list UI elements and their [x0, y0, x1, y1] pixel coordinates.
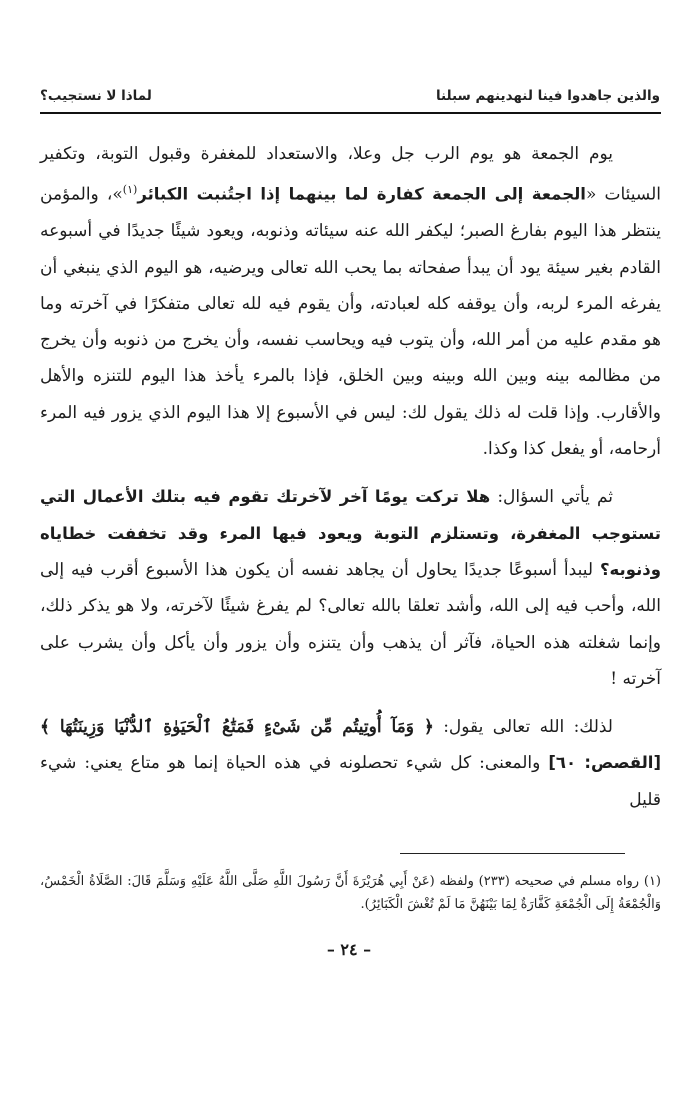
paragraph-2: [40, 479, 661, 697]
emphasized-question: هلا تركت يومًا آخر لآخرتك تقوم فيه بتلك الأعمال التي تستوجب المغفرة، وتستلزم التوبة ويعود فيها المرء وقد تخففت خطاياه وذنوبه؟: [40, 487, 661, 579]
paragraph-3-part-2: والمعنى: كل شيء تحصلونه في هذه الحياة إنما هو متاع يعني: شيء قليل: [40, 753, 661, 810]
paragraph-1-part-1: يوم الجمعة هو يوم الرب جل وعلا، والاستعداد للمغفرة وقبول التوبة، وتكفير السيئات «: [40, 144, 661, 205]
paragraph-1: [40, 136, 661, 467]
paragraph-1-part-2: »، والمؤمن ينتظر هذا اليوم بفارغ الصبر؛ ليكفر الله عنه سيئاته وذنوبه، ويعود شيئًا جديدًا في أسبوعه القادم بغير سيئة يود أن يبدأ صفحاته بما يحب الله تعالى ويرضيه، هو اليوم الذي ينبغي أن يفرغه المرء لربه، وأن يوقفه كله لعبادته، وأن يقوم فيه لله تعالى متفكرًا في آخرته وما هو مقدم عليه من أمر الله، وأن يتوب فيه ويحاسب نفسه، وأن يخرج من ذنوبه وأن يخرج من مظالمه بينه وبين الله وبينه وبين الخلق، فإذا بالمرء يأخذ هذا اليوم للتنزه والأهل والأقارب. وإذا قلت له ذلك يقول لك: ليس في الأسبوع إلا هذا اليوم الذي يزور فيه المرء أرحامه، أو يفعل كذا وكذا.: [40, 184, 661, 460]
quran-verse: ﴿ وَمَآ أُوتِيتُم مِّن شَىْءٍ فَمَتَٰعُ ٱلْحَيَوٰةِ ٱلدُّنْيَا وَزِينَتُهَا ﴾: [40, 717, 434, 738]
hadith-quote: الجمعة إلى الجمعة كفارة لما بينهما إذا اجتُنبت الكبائر: [137, 184, 586, 204]
paragraph-3: [40, 709, 661, 818]
header-divider: [40, 112, 661, 114]
paragraph-3-part-1: لذلك: الله تعالى يقول:: [433, 717, 613, 738]
running-header: [40, 84, 660, 110]
header-chapter: لماذا لا نستجيب؟: [40, 88, 152, 104]
verse-reference: [القصص: ٦٠]: [548, 753, 661, 773]
paragraph-2-part-1: ثم يأتي السؤال:: [490, 487, 613, 508]
page-number: – ٢٤ –: [326, 940, 372, 959]
main-text: [40, 136, 661, 818]
paragraph-2-part-2: ليبدأ أسبوعًا جديدًا يحاول أن يجاهد نفسه أن يكون هذا الأسبوع أقرب فيه إلى الله، وأحب فيه إلى الله، وأشد تعلقا بالله تعالى؟ لم يفرغ شيئًا لآخرته، ولا هو يذكر ذلك، وإنما شغلته هذه الحياة، فآثر أن يذهب وأن يتنزه وأن يزور وأن يأكل وأن يشرب على آخرته !: [40, 559, 661, 689]
footnote-divider: [400, 853, 625, 854]
footnote: (١) رواه مسلم في صحيحه (٢٣٣) ولفظه (عَنْ أَبِي هُرَيْرَةَ أَنَّ رَسُولَ اللَّهِ صَلَّى اللَّهُ عَلَيْهِ وَسَلَّمَ قَالَ: الصَّلَاةُ الْخَمْسُ، وَالْجُمْعَةُ إِلَى الْجُمْعَةِ كَفَّارَةٌ لِمَا بَيْنَهُنَّ مَا لَمْ تُغْشَ الْكَبَائِرُ).: [40, 874, 661, 912]
header-title: والذين جاهدوا فينا لنهدينهم سبلنا: [435, 88, 660, 104]
footnote-reference[interactable]: (١): [122, 183, 138, 197]
